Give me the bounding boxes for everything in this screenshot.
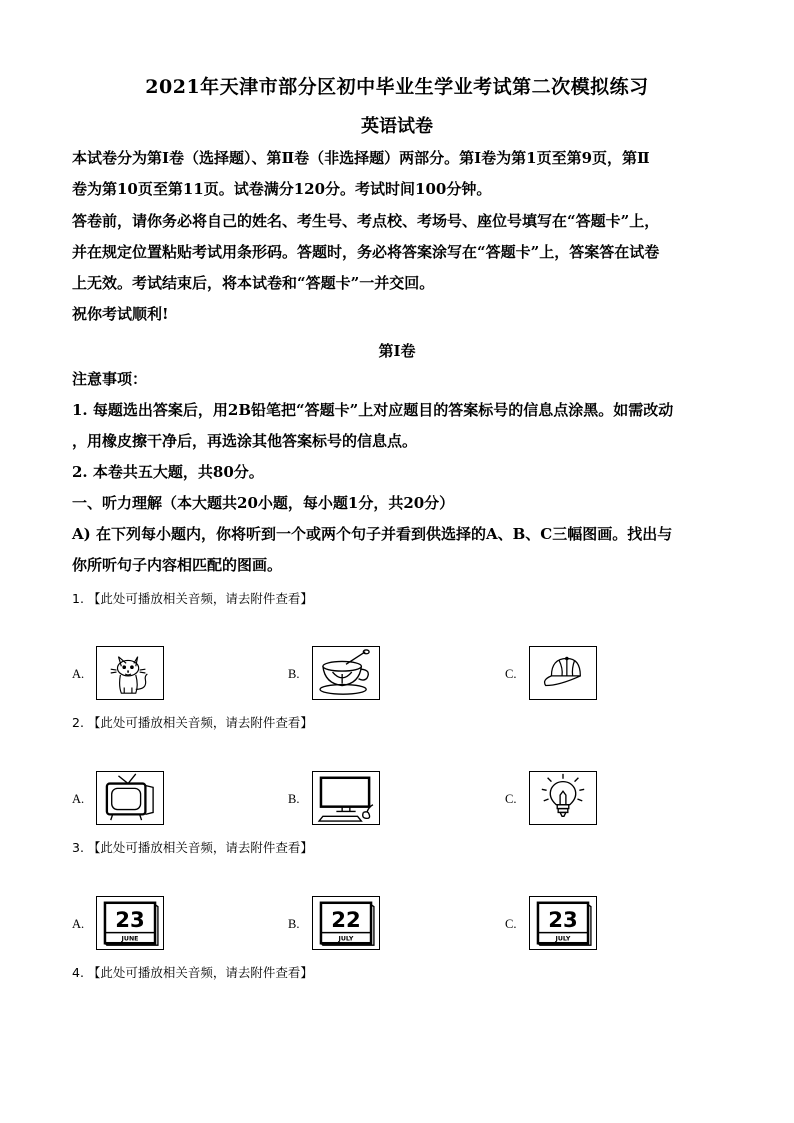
option-label: A.	[72, 917, 85, 931]
intro-line: 祝你考试顺利!	[72, 305, 169, 323]
calendar-icon	[530, 897, 596, 949]
instruction-line: 你所听句子内容相匹配的图画。	[72, 556, 283, 574]
note-line: 2. 本卷共五大题，共80分。	[72, 463, 264, 481]
calendar-icon	[313, 897, 379, 949]
calendar-day: 23	[115, 906, 145, 932]
notes-title: 注意事项：	[72, 370, 148, 388]
cap-icon	[530, 647, 596, 699]
calendar-day: 23	[548, 906, 578, 932]
intro-line: 上无效。考试结束后，将本试卷和“答题卡”一并交回。	[72, 274, 435, 292]
question-4-label: 4. 【此处可播放相关音频，请去附件查看】	[72, 965, 313, 980]
note-line: 1. 每题选出答案后，用2B铅笔把“答题卡”上对应题目的答案标号的信息点涂黑。如需改动	[72, 401, 674, 419]
question-1-label: 1. 【此处可播放相关音频，请去附件查看】	[72, 591, 313, 606]
exam-title: 2021年天津市部分区初中毕业生学业考试第二次模拟练习	[145, 76, 649, 98]
option-picture[interactable]	[96, 646, 164, 700]
option-label: C.	[505, 917, 517, 931]
intro-line: 并在规定位置粘贴考试用条形码。答题时，务必将答案涂写在“答题卡”上，答案答在试卷	[72, 243, 660, 261]
part-heading: 第Ⅰ卷	[378, 342, 416, 360]
teacup-icon	[313, 647, 379, 699]
option-picture[interactable]	[96, 771, 164, 825]
intro-line: 本试卷分为第Ⅰ卷（选择题）、第Ⅱ卷（非选择题）两部分。第Ⅰ卷为第1页至第9页，第Ⅱ	[72, 149, 650, 167]
option-label: C.	[505, 667, 517, 681]
option-picture[interactable]	[529, 896, 597, 950]
option-label: A.	[72, 792, 85, 806]
intro-paragraph-2	[72, 206, 724, 330]
lightbulb-icon	[530, 772, 596, 824]
option-label: B.	[288, 792, 300, 806]
option-picture[interactable]	[312, 646, 380, 700]
option-label: B.	[288, 667, 300, 681]
option-picture[interactable]	[96, 896, 164, 950]
tv-icon	[97, 772, 163, 824]
option-picture[interactable]	[529, 646, 597, 700]
calendar-icon	[97, 897, 163, 949]
option-label: C.	[505, 792, 517, 806]
option-label: A.	[72, 667, 85, 681]
cat-icon	[97, 647, 163, 699]
calendar-month: JULY	[555, 935, 571, 943]
section-heading: 一、听力理解（本大题共20小题，每小题1分，共20分）	[72, 494, 455, 512]
intro-paragraph-1	[72, 143, 724, 205]
calendar-day: 22	[331, 906, 361, 932]
calendar-month: JUNE	[121, 935, 139, 943]
exam-subtitle: 英语试卷	[361, 116, 433, 137]
question-2-label: 2. 【此处可播放相关音频，请去附件查看】	[72, 715, 313, 730]
calendar-month: JULY	[338, 935, 354, 943]
option-picture[interactable]	[529, 771, 597, 825]
option-picture[interactable]	[312, 896, 380, 950]
option-label: B.	[288, 917, 300, 931]
question-3-label: 3. 【此处可播放相关音频，请去附件查看】	[72, 840, 313, 855]
note-line: ，用橡皮擦干净后，再选涂其他答案标号的信息点。	[72, 432, 418, 450]
intro-line: 答卷前，请你务必将自己的姓名、考生号、考点校、考场号、座位号填写在“答题卡”上，	[72, 212, 660, 230]
notes-block	[72, 364, 724, 581]
intro-line: 卷为第10页至第11页。试卷满分120分。考试时间100分钟。	[72, 180, 492, 198]
option-picture[interactable]	[312, 771, 380, 825]
instruction-line: A) 在下列每小题内，你将听到一个或两个句子并看到供选择的A、B、C三幅图画。找出与	[72, 525, 673, 543]
computer-icon	[313, 772, 379, 824]
